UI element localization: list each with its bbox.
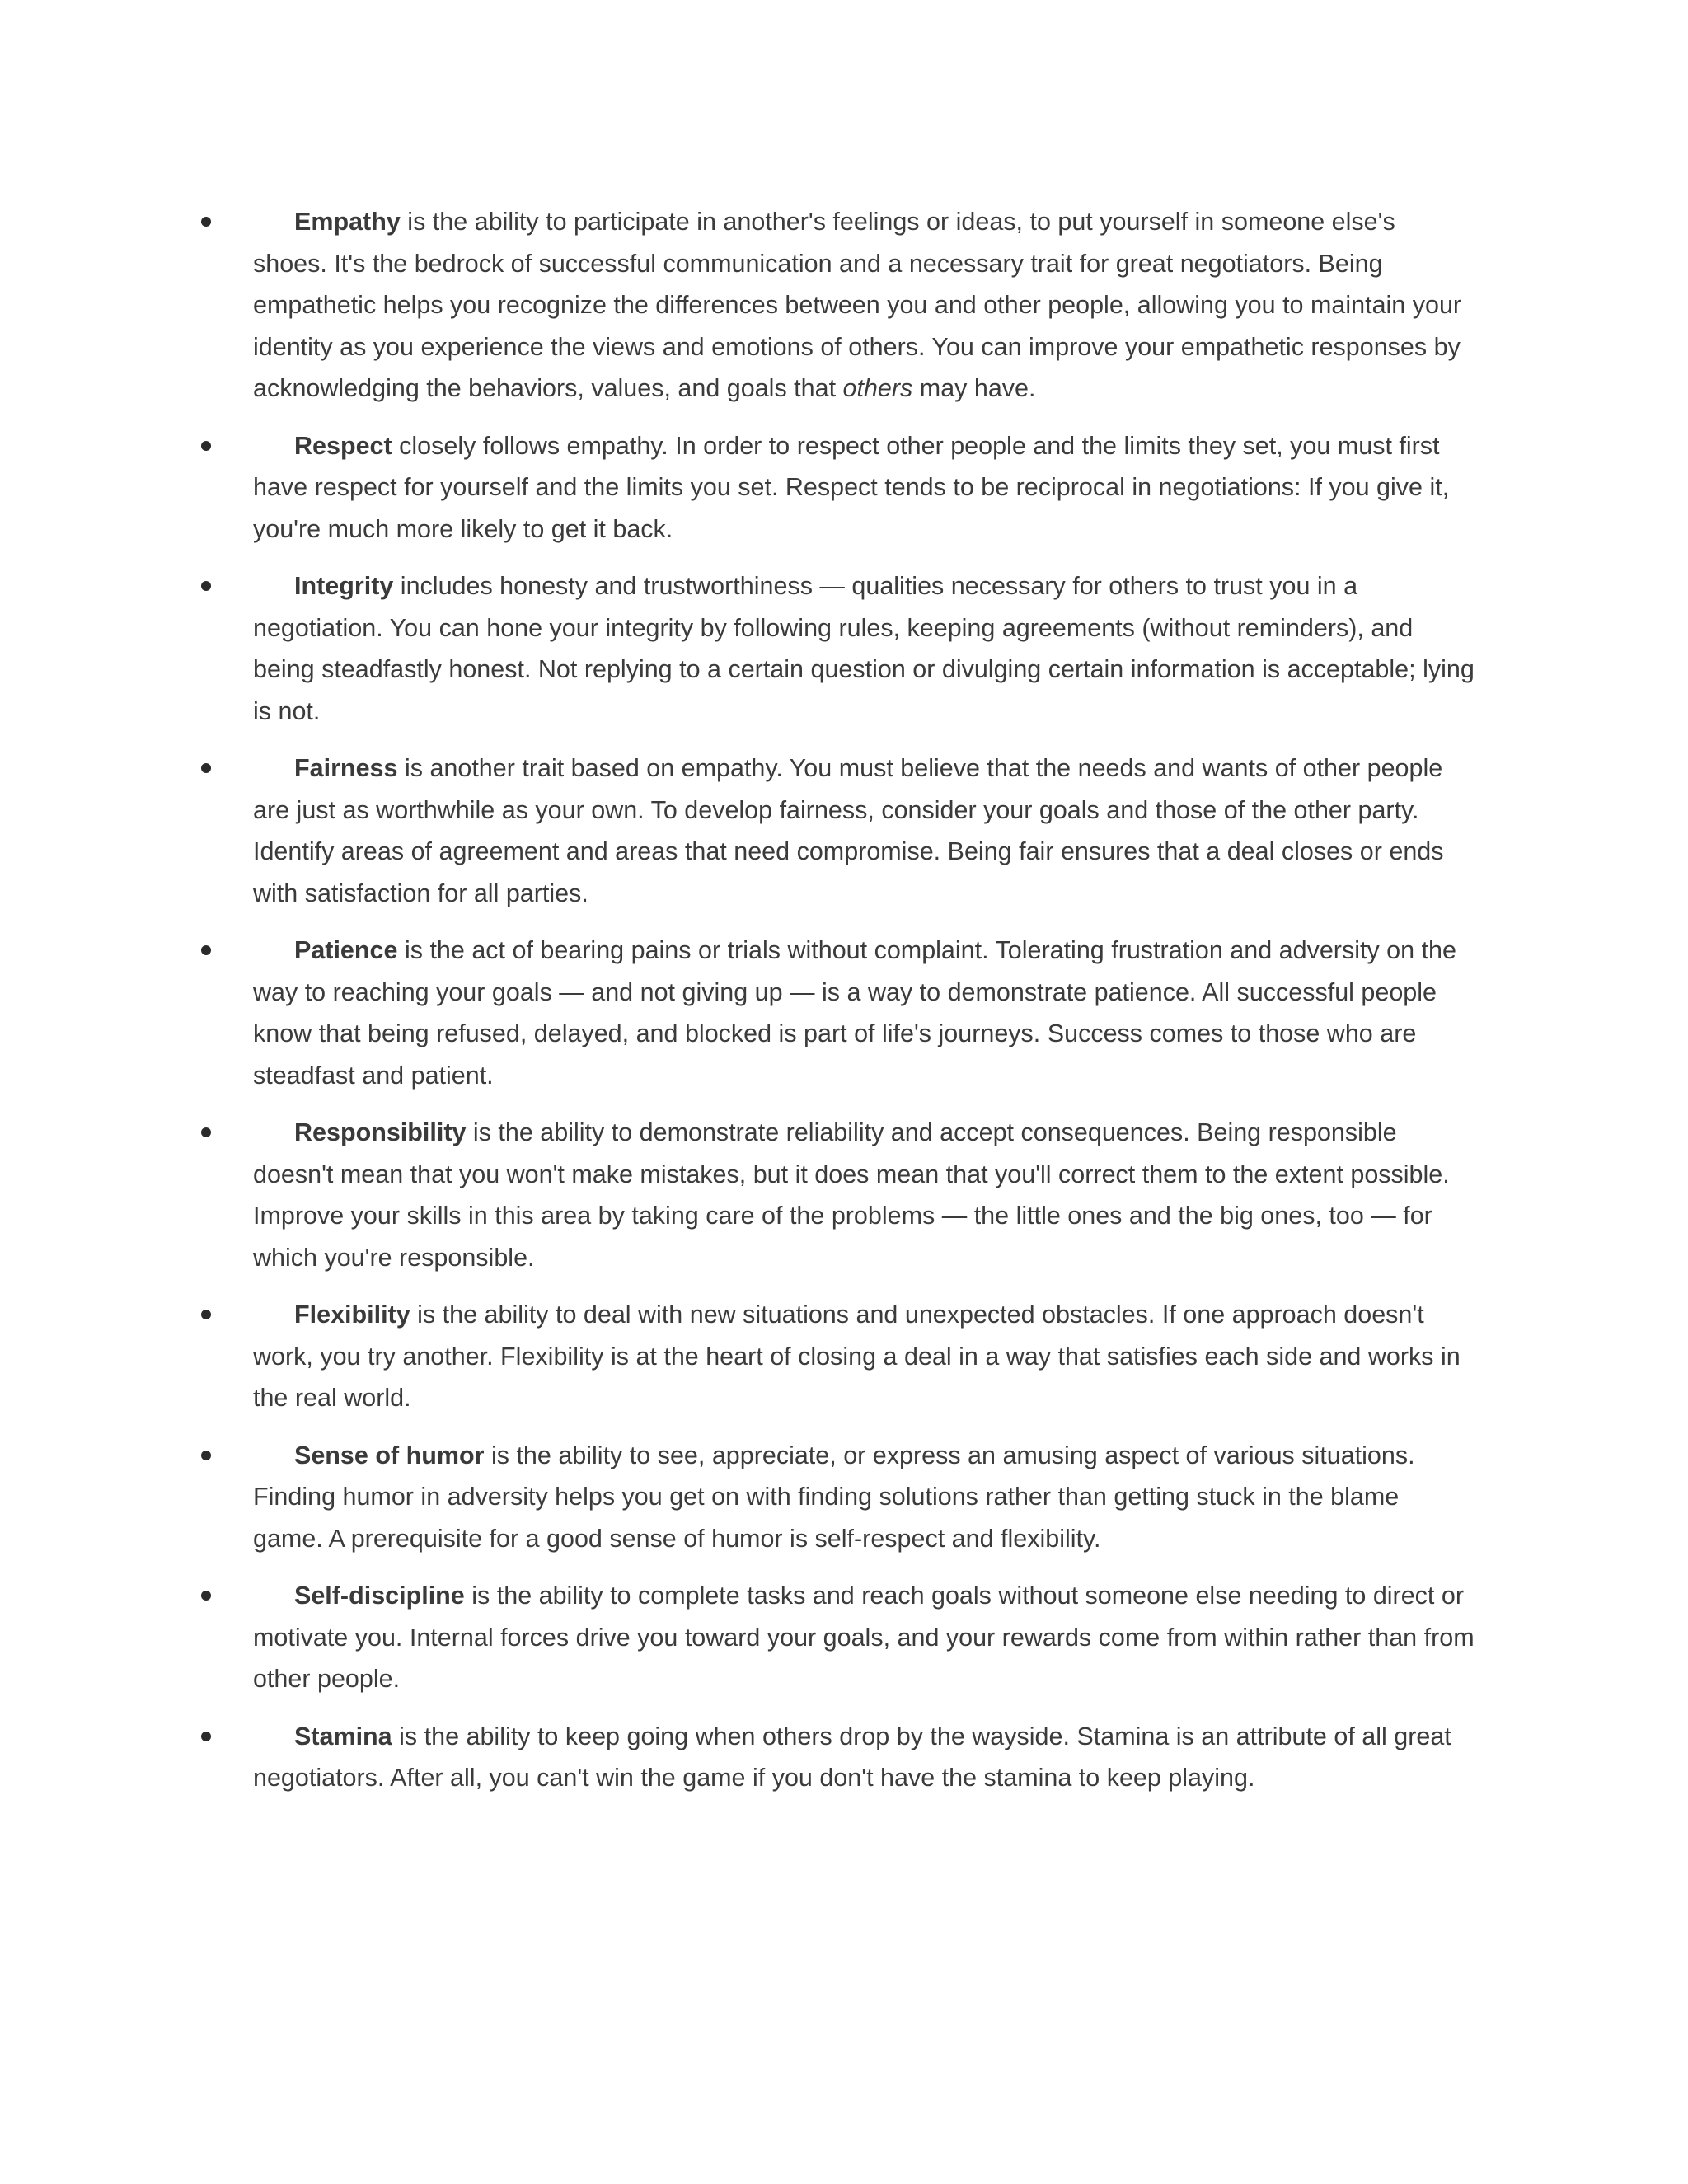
description-text: is the ability to demonstrate reliability and accept consequences. Being responsible doesn't mean that you won't make mistakes, but it does mean that you'll correct them to the extent possible. Improve your skills in this area by taking care of the problems — the little ones and the big ones, too — for which you're responsible. [253, 1118, 1450, 1272]
description-text: closely follows empathy. In order to respect other people and the limits they set, you must first have respect for yourself and the limits you set. Respect tends to be reciprocal in negotiations: If you give it, you're much more likely to get it back. [253, 431, 1450, 543]
bullet-icon [201, 1575, 214, 1617]
term-label: Respect [294, 431, 392, 460]
bullet-icon [201, 425, 214, 467]
bullet-icon [201, 1294, 214, 1336]
list-item-text [253, 1575, 1475, 1700]
list-item-text [253, 425, 1475, 551]
term-label: Responsibility [294, 1118, 467, 1146]
list-item-sense-of-humor [253, 1435, 1475, 1560]
description-text: is the act of bearing pains or trials without complaint. Tolerating frustration and adversity on the way to reaching your goals — and not giving up — is a way to demonstrate patience. All successful people know that being refused, delayed, and blocked is part of life's journeys. Success comes to those who are steadfast and patient. [253, 936, 1456, 1090]
list-item-flexibility [253, 1294, 1475, 1419]
term-label: Stamina [294, 1722, 392, 1750]
bullet-icon [201, 930, 214, 972]
term-label: Sense of humor [294, 1441, 485, 1469]
list-item-integrity [253, 565, 1475, 732]
list-item-responsibility [253, 1112, 1475, 1278]
list-item-patience [253, 930, 1475, 1096]
list-item-text [253, 565, 1475, 732]
list-item-fairness [253, 748, 1475, 914]
description-text: is the ability to keep going when others drop by the wayside. Stamina is an attribute of all great negotiators. After all, you can't win the game if you don't have the stamina to keep playing. [253, 1722, 1451, 1792]
trait-list [253, 201, 1475, 1815]
list-item-empathy [253, 201, 1475, 410]
term-label: Patience [294, 936, 398, 964]
description-text: is the ability to participate in another's feelings or ideas, to put yourself in someone else's shoes. It's the bedrock of successful communication and a necessary trait for great negotiators. Being empathetic helps you recognize the differences between you and other people, allowing you to maintain your identity as you experience the views and emotions of others. You can improve your empathetic responses by acknowledging the behaviors, values, and goals that [253, 208, 1462, 402]
term-label: Fairness [294, 754, 398, 782]
term-label: Flexibility [294, 1301, 410, 1329]
description-text: is the ability to see, appreciate, or express an amusing aspect of various situations. Finding humor in adversity helps you get on with finding solutions rather than getting stuck in the blame game. A prerequisite for a good sense of humor is self-respect and flexibility. [253, 1441, 1415, 1553]
bullet-icon [201, 201, 214, 243]
bullet-icon [201, 1112, 214, 1154]
term-label: Integrity [294, 572, 394, 600]
description-text: is the ability to complete tasks and reach goals without someone else needing to direct or motivate you. Internal forces drive you toward your goals, and your rewards come from within rather than from other people. [253, 1582, 1475, 1693]
description-tail: may have. [912, 374, 1036, 402]
list-item-respect [253, 425, 1475, 551]
bullet-icon [201, 565, 214, 607]
bullet-icon [201, 1716, 214, 1758]
list-item-text [253, 1716, 1475, 1799]
list-item-text [253, 1435, 1475, 1560]
bullet-icon [201, 1435, 214, 1477]
list-item-text [253, 1112, 1475, 1278]
description-text: is the ability to deal with new situations and unexpected obstacles. If one approach doesn't work, you try another. Flexibility is at the heart of closing a deal in a way that satisfies each side and works in the real world. [253, 1301, 1461, 1412]
list-item-text [253, 748, 1475, 914]
emphasis-text: others [842, 374, 913, 402]
list-item-text [253, 1294, 1475, 1419]
list-item-text [253, 930, 1475, 1096]
term-label: Self-discipline [294, 1582, 465, 1610]
list-item-text [253, 201, 1475, 410]
list-item-self-discipline [253, 1575, 1475, 1700]
description-text: includes honesty and trustworthiness — qualities necessary for others to trust you in a negotiation. You can hone your integrity by following rules, keeping agreements (without reminders), and being steadfastly honest. Not replying to a certain question or divulging certain information is acceptable; lying is not. [253, 572, 1475, 725]
description-text: is another trait based on empathy. You must believe that the needs and wants of other people are just as worthwhile as your own. To develop fairness, consider your goals and those of the other party. Identify areas of agreement and areas that need compromise. Being fair ensures that a deal closes or ends with satisfaction for all parties. [253, 754, 1444, 907]
list-item-stamina [253, 1716, 1475, 1799]
bullet-icon [201, 748, 214, 790]
term-label: Empathy [294, 208, 401, 236]
